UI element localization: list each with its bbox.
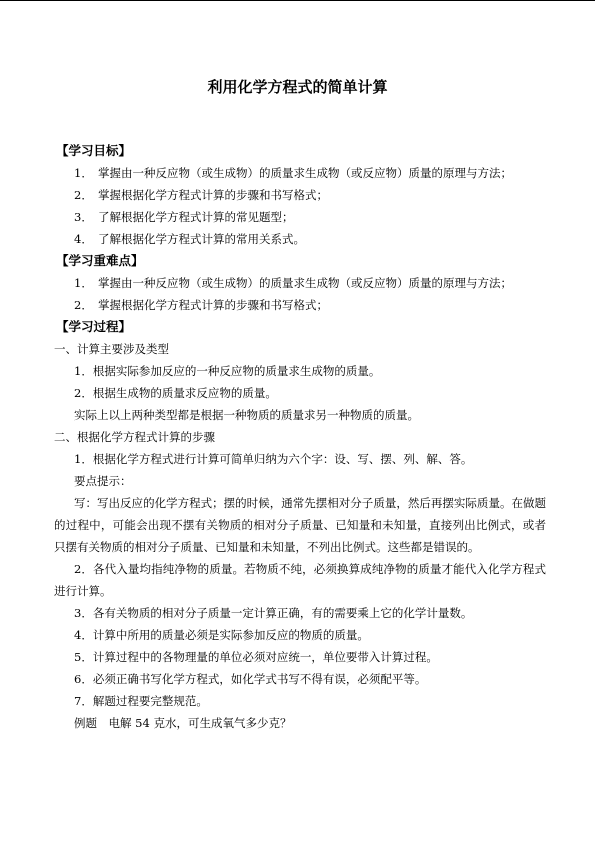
page-title: 利用化学方程式的简单计算 [207,78,388,96]
step-item: 4．计算中所用的质量必须是实际参加反应的物质的质量。 [74,628,369,642]
key-points-heading: 【学习重难点】 [56,253,144,268]
document-body [54,140,546,734]
item-text: 掌握根据化学方程式计算的步骤和书写格式； [98,188,328,202]
list-item [54,206,546,228]
tips-label: 要点提示： [74,474,132,488]
item-number: 1． [74,166,93,180]
step-item: 1．根据化学方程式进行计算可简单归纳为六个字：设、写、摆、列、解、答。 [74,452,473,466]
section-title: 一、计算主要涉及类型 [54,342,169,356]
item-number: 3． [74,210,93,224]
example-question: 例题 电解 54 克水，可生成氧气多少克？ [74,716,292,730]
step-item: 7．解题过程要完整规范。 [74,694,208,708]
section-note: 实际上以上两种类型都是根据一种物质的质量求另一种物质的质量。 [74,408,419,422]
step-item: 3．各有关物质的相对分子质量一定计算正确，有的需要乘上它的化学计量数。 [74,606,473,620]
process-heading: 【学习过程】 [56,319,132,334]
item-number: 4． [74,232,93,246]
list-item [54,184,546,206]
list-item [54,272,546,294]
section-title: 二、根据化学方程式计算的步骤 [54,430,215,444]
item-number: 2． [74,298,93,312]
item-text: 掌握由一种反应物（或生成物）的质量求生成物（或反应物）质量的原理与方法； [98,276,512,290]
step-item: 5．计算过程中的各物理量的单位必须对应统一，单位要带入计算过程。 [74,650,438,664]
top-rule [0,0,595,1]
step-item: 6．必须正确书写化学方程式，如化学式书写不得有误，必须配平等。 [74,672,427,686]
goals-heading: 【学习目标】 [56,143,132,158]
item-number: 2． [74,188,93,202]
list-item [54,228,546,250]
list-item: 2．根据生成物的质量求反应物的质量。 [74,386,277,400]
item-text: 了解根据化学方程式计算的常用关系式。 [98,232,305,246]
item-text: 了解根据化学方程式计算的常见题型； [98,210,294,224]
list-item [54,294,546,316]
item-number: 1． [74,276,93,290]
list-item: 1．根据实际参加反应的一种反应物的质量求生成物的质量。 [74,364,381,378]
item-text: 掌握根据化学方程式计算的步骤和书写格式； [98,298,328,312]
list-item [54,162,546,184]
tips-paragraph: 写：写出反应的化学方程式；摆的时候，通常先摆相对分子质量，然后再摆实际质量。在做题的过程中，可能会出现不摆有关物质的相对分子质量、已知量和未知量，直接列出比例式，或者只摆有关物质的相对分子质量、已知量和未知量，不列出比例式。这些都是错误的。 [54,496,546,554]
item-text: 掌握由一种反应物（或生成物）的质量求生成物（或反应物）质量的原理与方法； [98,166,512,180]
step-item: 2．各代入量均指纯净物的质量。若物质不纯，必须换算成纯净物的质量才能代入化学方程式进行计算。 [54,562,546,598]
